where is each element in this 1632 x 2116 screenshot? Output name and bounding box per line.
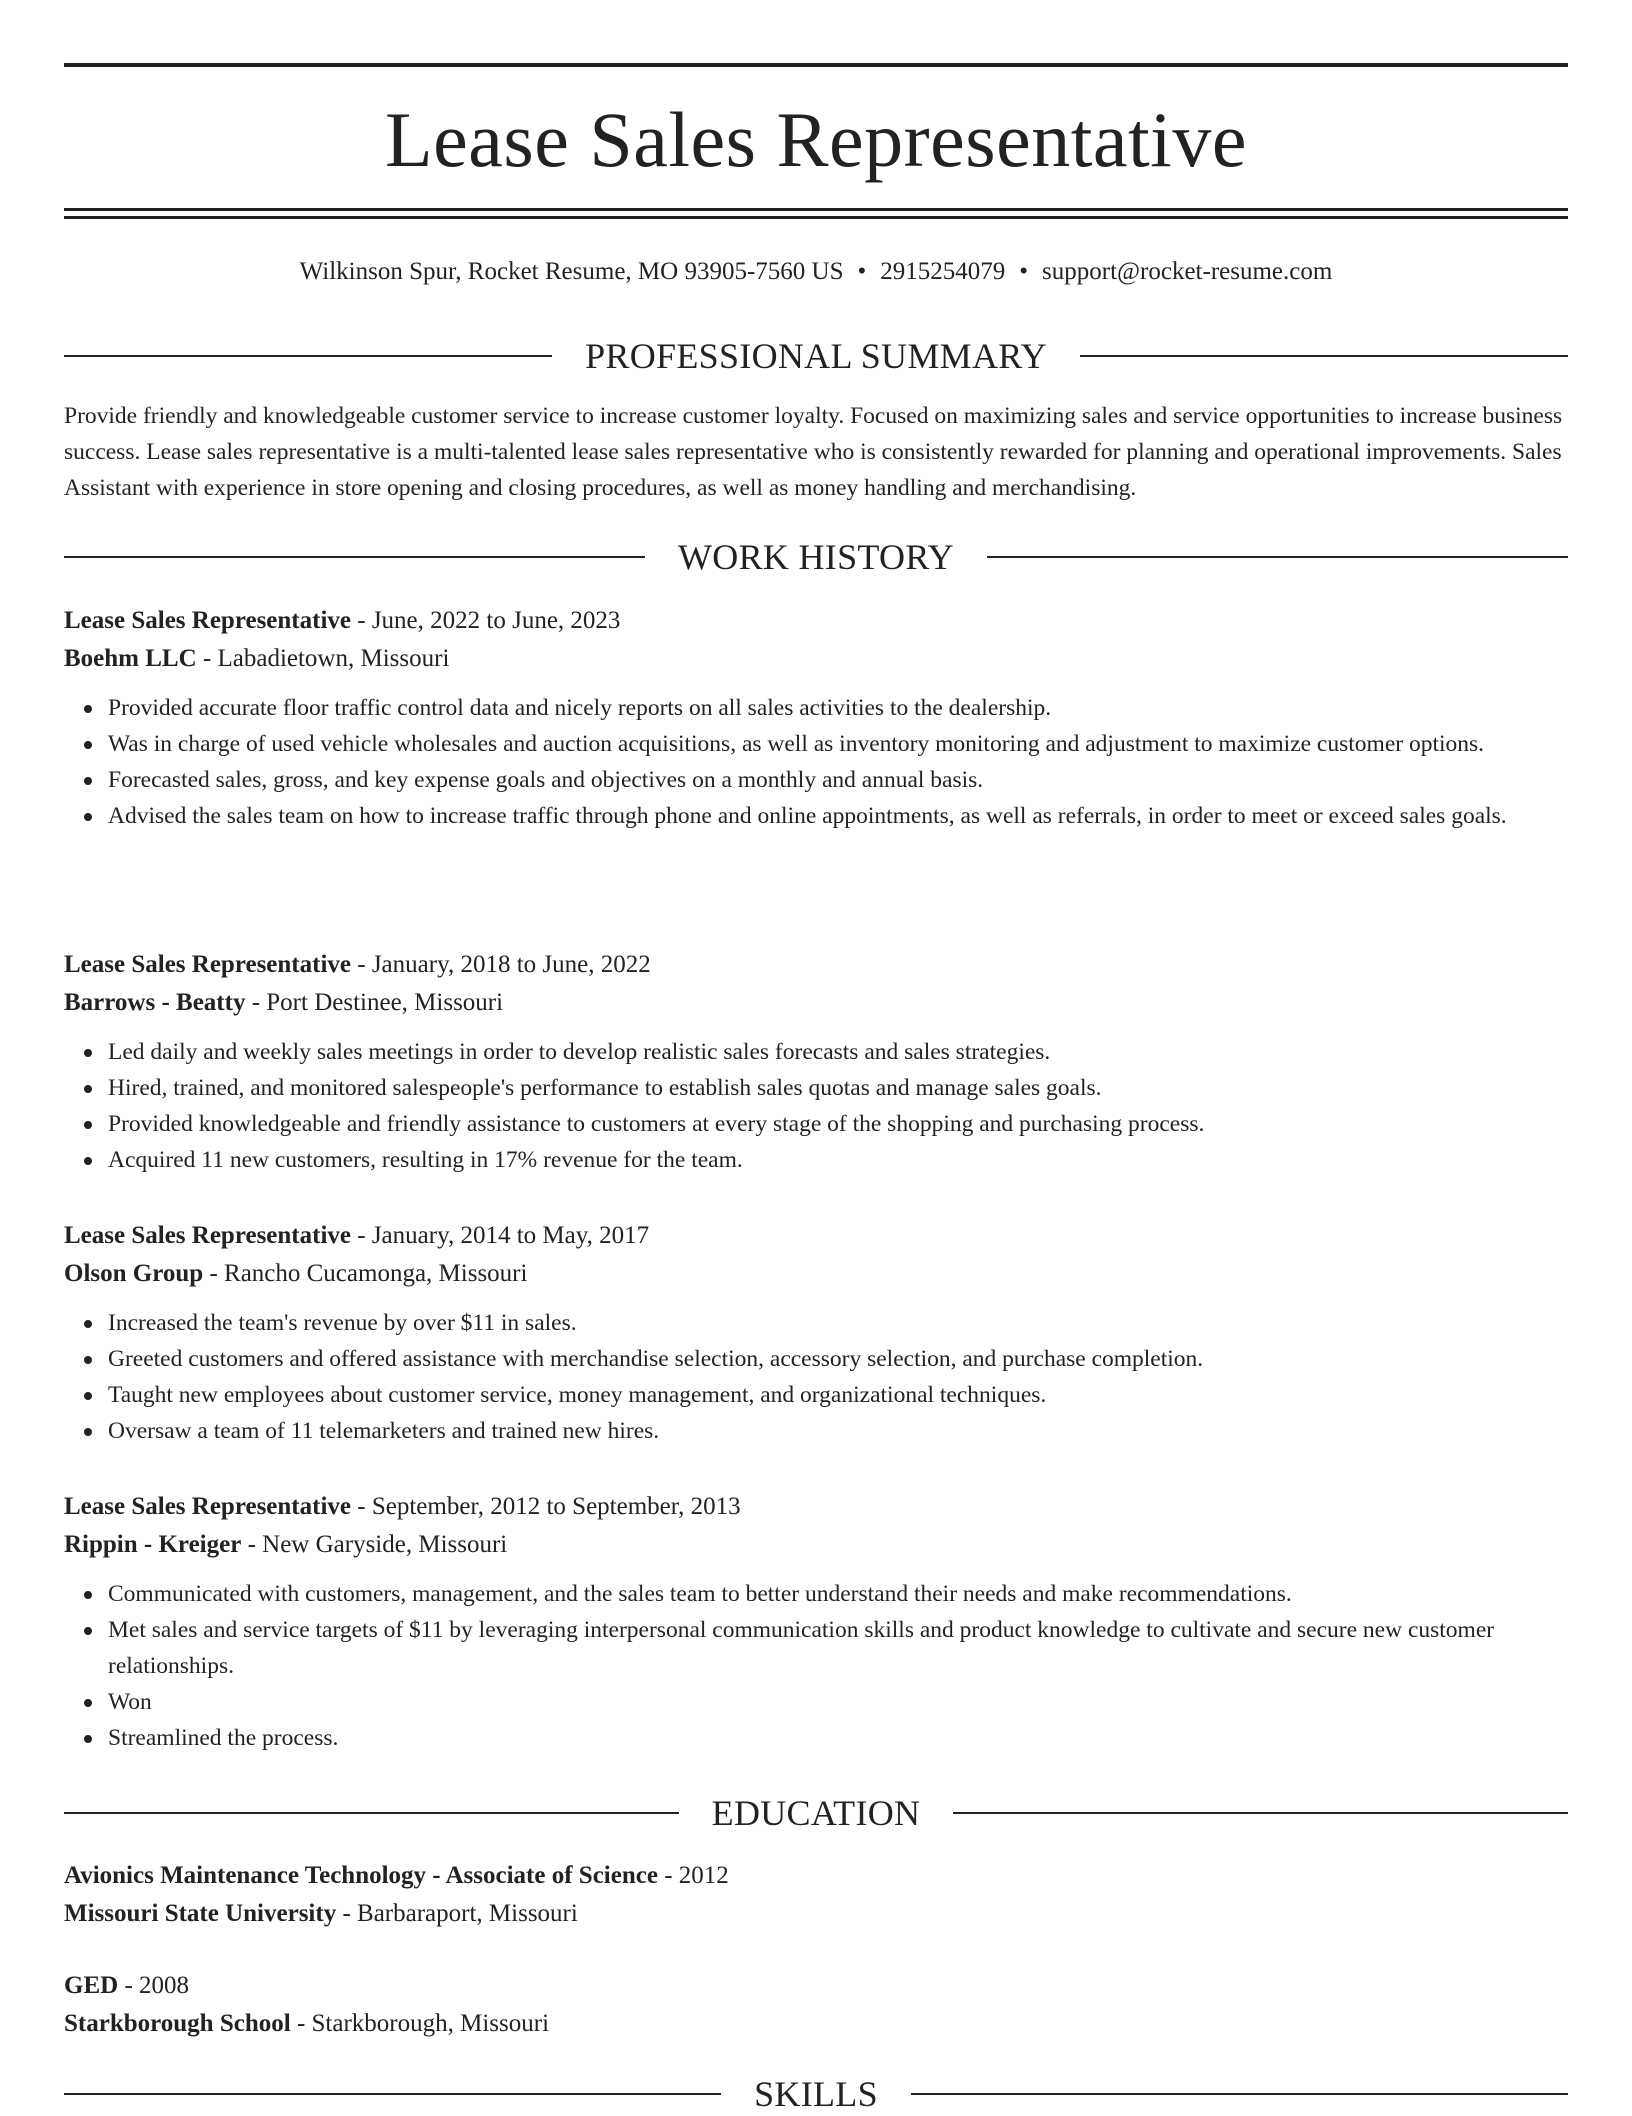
education-entry: [64, 1857, 1568, 1933]
job-entry: [64, 1488, 1568, 1756]
title-double-rule-bottom: [64, 216, 1568, 219]
job-company: Rippin - Kreiger: [64, 1531, 242, 1558]
summary-text: Provide friendly and knowledgeable customer service to increase customer loyalty. Focused on maximizing sales and service opportunities to increase business success. Lease sales representative is a multi-talented lease sales representative who is consistently rewarded for planning and operational improvements. Sales Assistant with experience in store opening and closing procedures, as well as money handling and merchandising.: [64, 403, 1563, 501]
list-item: Greeted customers and offered assistance with merchandise selection, accessory selection, and purchase completion.: [108, 1341, 1568, 1377]
job-entry: [64, 946, 1568, 1178]
section-heading-summary: [64, 334, 1568, 378]
heading-rule: [911, 2093, 1568, 2095]
education-location: - Starkborough, Missouri: [290, 2010, 550, 2037]
education-location: - Barbaraport, Missouri: [336, 1900, 578, 1927]
list-item: Increased the team's revenue by over $11 in sales.: [108, 1305, 1568, 1341]
education-year: - 2008: [118, 1972, 190, 1999]
title-double-rule-top: [64, 208, 1568, 211]
job-bullets: [64, 1305, 1568, 1449]
job-bullets: [64, 1034, 1568, 1178]
job-dates: - January, 2014 to May, 2017: [351, 1222, 650, 1249]
job-title: Lease Sales Representative: [64, 607, 351, 634]
contact-separator: •: [1019, 258, 1029, 285]
heading-rule: [64, 1812, 679, 1814]
education-degree-line: [64, 1967, 1568, 2005]
job-company-line: [64, 984, 1568, 1022]
education-degree: Avionics Maintenance Technology - Associate of Science: [64, 1862, 658, 1889]
job-title: Lease Sales Representative: [64, 1493, 351, 1520]
job-company-line: [64, 1526, 1568, 1564]
list-item: Met sales and service targets of $11 by leveraging interpersonal communication skills and product knowledge to cultivate and secure new customer relationships.: [108, 1612, 1568, 1684]
top-rule: [64, 63, 1568, 67]
job-company: Barrows - Beatty: [64, 989, 246, 1016]
list-item: Communicated with customers, management, and the sales team to better understand their needs and make recommendations.: [108, 1576, 1568, 1612]
section-title: SKILLS: [754, 2074, 878, 2114]
job-bullets: [64, 1576, 1568, 1756]
education-entry: [64, 1967, 1568, 2043]
list-item: Was in charge of used vehicle wholesales and auction acquisitions, as well as inventory monitoring and adjustment to maximize customer options.: [108, 726, 1568, 762]
job-company-line: [64, 640, 1568, 678]
contact-email[interactable]: support@rocket-resume.com: [1042, 258, 1333, 285]
job-title: Lease Sales Representative: [64, 951, 351, 978]
job-company-line: [64, 1255, 1568, 1293]
list-item: Forecasted sales, gross, and key expense goals and objectives on a monthly and annual basis.: [108, 762, 1568, 798]
job-dates: - September, 2012 to September, 2013: [351, 1493, 741, 1520]
heading-rule: [987, 556, 1568, 558]
heading-rule: [1080, 355, 1568, 357]
job-company: Boehm LLC: [64, 645, 197, 672]
education-school: Starkborough School: [64, 2010, 291, 2037]
list-item: Won: [108, 1684, 1568, 1720]
heading-rule: [64, 556, 645, 558]
job-entry: [64, 1217, 1568, 1449]
list-item: Acquired 11 new customers, resulting in 17% revenue for the team.: [108, 1142, 1568, 1178]
section-heading-work-history: [64, 535, 1568, 579]
list-item: Oversaw a team of 11 telemarketers and trained new hires.: [108, 1413, 1568, 1449]
section-heading-skills: [64, 2072, 1568, 2116]
job-entry: [64, 602, 1568, 834]
education-year: - 2012: [657, 1862, 729, 1889]
education-school-line: [64, 1895, 1568, 1933]
heading-rule: [64, 2093, 721, 2095]
section-heading-education: [64, 1791, 1568, 1835]
job-dates: - January, 2018 to June, 2022: [351, 951, 651, 978]
job-title-line: [64, 1217, 1568, 1255]
job-title-line: [64, 946, 1568, 984]
job-location: - New Garyside, Missouri: [241, 1531, 508, 1558]
education-school-line: [64, 2005, 1568, 2043]
contact-address: Wilkinson Spur, Rocket Resume, MO 93905-7560 US: [299, 258, 844, 285]
job-location: - Port Destinee, Missouri: [245, 989, 504, 1016]
job-title-line: [64, 1488, 1568, 1526]
resume-title: Lease Sales Representative: [385, 96, 1247, 183]
job-title-line: [64, 602, 1568, 640]
heading-rule: [953, 1812, 1568, 1814]
section-title: PROFESSIONAL SUMMARY: [585, 336, 1047, 376]
job-location: - Rancho Cucamonga, Missouri: [203, 1260, 528, 1287]
education-degree-line: [64, 1857, 1568, 1895]
contact-line: [64, 255, 1568, 289]
education-degree: GED: [64, 1972, 119, 1999]
job-company: Olson Group: [64, 1260, 204, 1287]
section-title: WORK HISTORY: [678, 537, 954, 577]
contact-separator: •: [857, 258, 867, 285]
section-title: EDUCATION: [711, 1793, 921, 1833]
education-school: Missouri State University: [64, 1900, 337, 1927]
job-location: - Labadietown, Missouri: [196, 645, 450, 672]
contact-phone: 2915254079: [880, 258, 1006, 285]
list-item: Taught new employees about customer service, money management, and organizational techniques.: [108, 1377, 1568, 1413]
list-item: Streamlined the process.: [108, 1720, 1568, 1756]
job-bullets: [64, 690, 1568, 834]
list-item: Led daily and weekly sales meetings in order to develop realistic sales forecasts and sales strategies.: [108, 1034, 1568, 1070]
list-item: Provided knowledgeable and friendly assistance to customers at every stage of the shopping and purchasing process.: [108, 1106, 1568, 1142]
list-item: Hired, trained, and monitored salespeople's performance to establish sales quotas and manage sales goals.: [108, 1070, 1568, 1106]
list-item: Advised the sales team on how to increase traffic through phone and online appointments, as well as referrals, in order to meet or exceed sales goals.: [108, 798, 1568, 834]
job-title: Lease Sales Representative: [64, 1222, 351, 1249]
heading-rule: [64, 355, 552, 357]
list-item: Provided accurate floor traffic control data and nicely reports on all sales activities to the dealership.: [108, 690, 1568, 726]
job-dates: - June, 2022 to June, 2023: [351, 607, 621, 634]
